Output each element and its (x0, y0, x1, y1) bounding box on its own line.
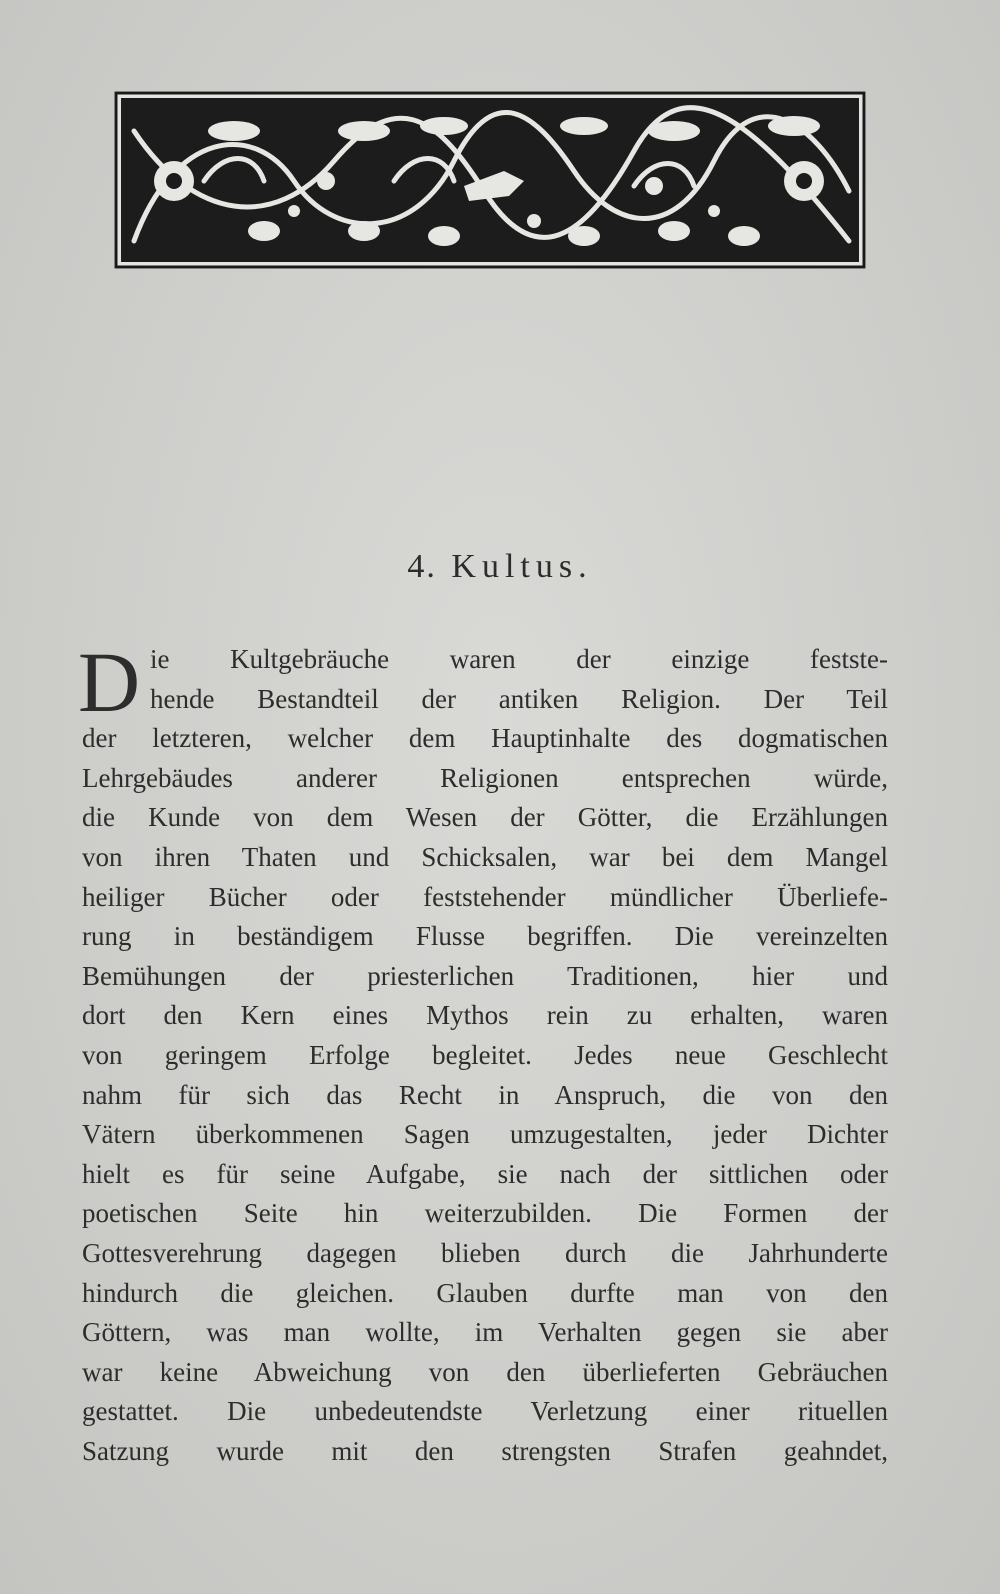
text-line: Satzung wurde mit den strengsten Strafen geahndet, (82, 1435, 888, 1466)
text-line: dort den Kern eines Mythos rein zu erhalten, waren (82, 1000, 888, 1031)
text-line: hende Bestandteil der antiken Religion. Der Teil (150, 683, 888, 714)
drop-cap: D (78, 634, 141, 730)
text-line: Vätern überkommenen Sagen umzugestalten, jeder Dichter (82, 1119, 888, 1150)
chapter-number: 4. (407, 548, 437, 585)
text-line: der letzteren, welcher dem Hauptinhalte des dogmatischen (82, 723, 888, 754)
text-line: Gottesverehrung dagegen blieben durch die Jahrhunderte (82, 1237, 888, 1268)
text-line: die Kunde von dem Wesen der Götter, die Erzählungen (82, 802, 888, 833)
text-line: war keine Abweichung von den überlieferten Gebräuchen (82, 1356, 888, 1387)
text-line: von geringem Erfolge begleitet. Jedes neue Geschlecht (82, 1039, 888, 1070)
text-line: von ihren Thaten und Schicksalen, war bei dem Mangel (82, 841, 888, 872)
floral-headpiece-ornament (114, 91, 866, 269)
text-line: gestattet. Die unbedeutendste Verletzung einer rituellen (82, 1396, 888, 1427)
text-line: poetischen Seite hin weiterzubilden. Die Formen der (82, 1198, 888, 1229)
text-line: nahm für sich das Recht in Anspruch, die von den (82, 1079, 888, 1110)
text-line: Göttern, was man wollte, im Verhalten gegen sie aber (82, 1317, 888, 1348)
text-line: Bemühungen der priesterlichen Traditionen, hier und (82, 960, 888, 991)
text-line: rung in beständigem Flusse begriffen. Die vereinzelten (82, 921, 888, 952)
text-line: hindurch die gleichen. Glauben durfte man von den (82, 1277, 888, 1308)
chapter-heading (0, 548, 1000, 586)
text-line: ie Kultgebräuche waren der einzige festste- (150, 644, 888, 674)
text-line: hielt es für seine Aufgabe, sie nach der sittlichen oder (82, 1158, 888, 1189)
text-line: Lehrgebäudes anderer Religionen entsprechen würde, (82, 762, 888, 793)
body-text (78, 634, 888, 1471)
text-line: heiliger Bücher oder feststehender mündlicher Überliefe- (82, 881, 888, 912)
chapter-title: Kultus. (451, 548, 593, 585)
